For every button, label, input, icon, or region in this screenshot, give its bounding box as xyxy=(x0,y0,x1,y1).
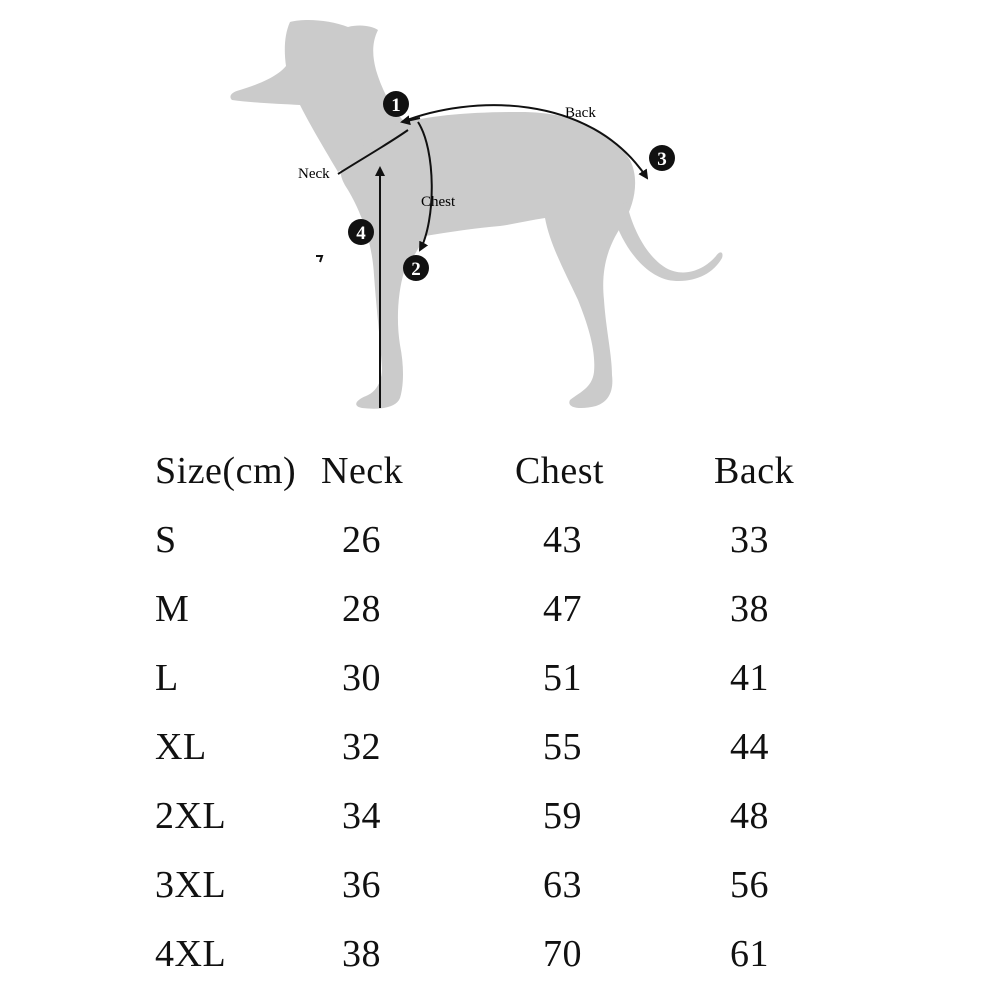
neck-cell: 30 xyxy=(342,657,381,699)
chest-label: Chest xyxy=(421,194,456,210)
size-cell: 2XL xyxy=(155,795,227,837)
back-label: Back xyxy=(565,105,596,121)
chest-cell: 43 xyxy=(543,519,582,561)
chest-cell: 59 xyxy=(543,795,582,837)
chest-cell: 63 xyxy=(543,864,582,906)
neck-cell: 26 xyxy=(342,519,381,561)
svg-text:3: 3 xyxy=(657,149,667,170)
header-size: Size(cm) xyxy=(155,450,297,492)
neck-cell: 28 xyxy=(342,588,381,630)
chest-cell: 51 xyxy=(543,657,582,699)
chest-cell: 47 xyxy=(543,588,582,630)
size-cell: 4XL xyxy=(155,933,227,975)
header-neck: Neck xyxy=(321,450,404,492)
size-cell: XL xyxy=(155,726,207,768)
header-back: Back xyxy=(714,450,795,492)
neck-cell: 36 xyxy=(342,864,381,906)
size-cell: L xyxy=(155,657,179,699)
back-cell: 33 xyxy=(730,519,769,561)
chest-cell: 70 xyxy=(543,933,582,975)
back-cell: 41 xyxy=(730,657,769,699)
chest-cell: 55 xyxy=(543,726,582,768)
back-cell: 56 xyxy=(730,864,769,906)
neck-cell: 38 xyxy=(342,933,381,975)
size-cell: S xyxy=(155,519,177,561)
size-cell: 3XL xyxy=(155,864,227,906)
header-chest: Chest xyxy=(515,450,605,492)
svg-text:4: 4 xyxy=(356,223,366,244)
back-cell: 48 xyxy=(730,795,769,837)
size-cell: M xyxy=(155,588,190,630)
svg-text:2: 2 xyxy=(411,259,421,280)
back-cell: 44 xyxy=(730,726,769,768)
back-cell: 61 xyxy=(730,933,769,975)
neck-cell: 34 xyxy=(342,795,381,837)
svg-text:1: 1 xyxy=(391,95,401,116)
neck-cell: 32 xyxy=(342,726,381,768)
neck-label: Neck xyxy=(298,166,330,182)
back-cell: 38 xyxy=(730,588,769,630)
